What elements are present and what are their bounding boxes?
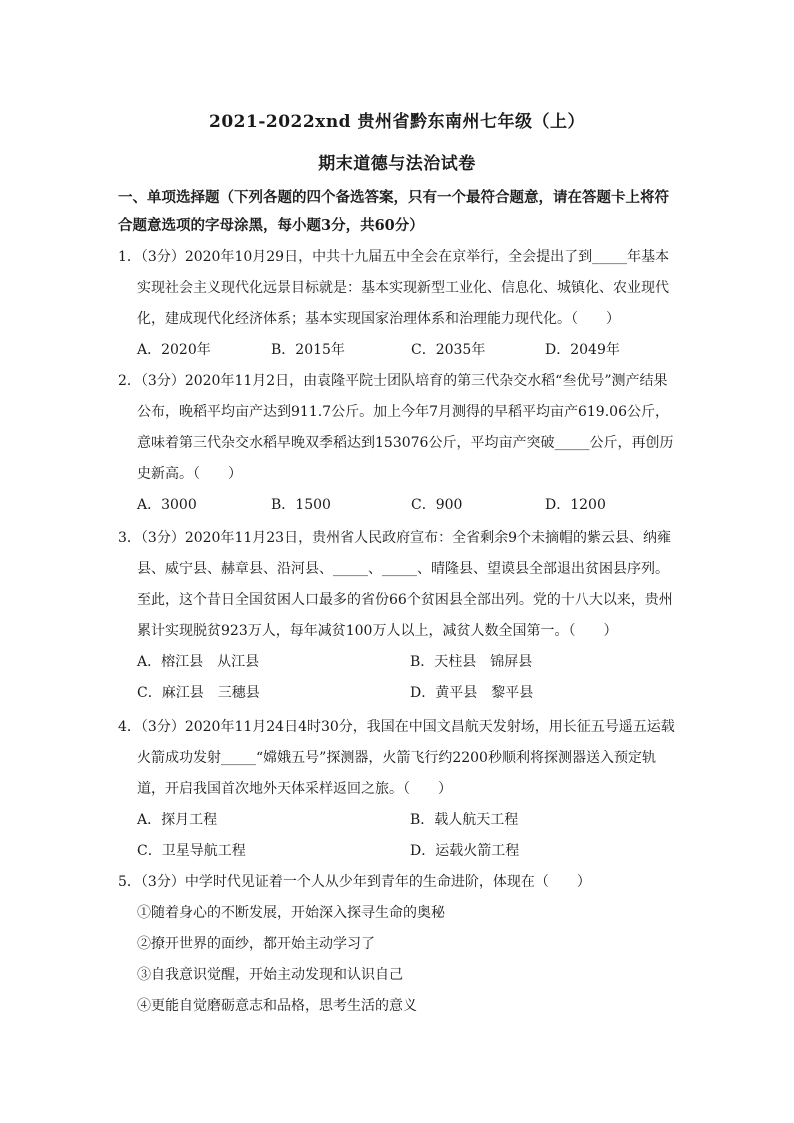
question-2: [118, 366, 678, 521]
statement-2: ②撩开世界的面纱，都开始主动学习了: [137, 936, 375, 952]
option-b: B．天柱县 锦屏县: [410, 654, 533, 670]
option-row: [137, 490, 678, 521]
option-d: D．2049年: [545, 342, 620, 358]
question-5: [118, 867, 678, 1022]
option-c: C．卫星导航工程: [137, 843, 246, 859]
question-stem: 1．（3分）2020年10月29日，中共十九届五中全会在京举行，全会提出了到_____年基本实现社会主义现代化远景目标就是：基本实现新型工业化、信息化、城镇化、农业现代化，建成现代化经济体系；基本实现国家治理体系和治理能力现代化。（ ）: [118, 249, 670, 327]
exam-title: 2021-2022xnd 贵州省黔东南州七年级（上）: [209, 112, 585, 132]
option-c: C．900: [411, 497, 463, 513]
option-a: A．榕江县 从江县: [137, 654, 260, 670]
question-stem: 2．（3分）2020年11月2日，由袁隆平院士团队培育的第三代杂交水稻“叁优号”测产结果公布，晚稻平均亩产达到911.7公斤。加上今年7月测得的早稻平均亩产619.06公斤，意味着第三代杂交水稻早晚双季稻达到153076公斤，平均亩产突破_____公斤，再创历史新高。（ ）: [118, 373, 674, 482]
option-row: [137, 678, 678, 709]
question-1: [118, 242, 678, 366]
exam-subtitle: 期末道德与法治试卷: [318, 154, 476, 174]
option-a: A．3000: [137, 497, 197, 513]
statement-4: ④更能自觉磨砺意志和品格，思考生活的意义: [137, 998, 417, 1014]
option-d: D．黄平县 黎平县: [410, 685, 534, 701]
option-c: C．麻江县 三穗县: [137, 685, 260, 701]
option-row: [137, 647, 678, 678]
statement-3: ③自我意识觉醒，开始主动发现和认识自己: [137, 967, 403, 983]
option-row: [137, 805, 678, 836]
option-c: C．2035年: [411, 342, 486, 358]
option-d: D．1200: [545, 497, 606, 513]
section-heading: 一、单项选择题（下列各题的四个备选答案，只有一个最符合题意，请在答题卡上将符合题意选项的字母涂黑，每小题3分，共60分）: [118, 189, 669, 234]
option-row: [137, 836, 678, 867]
option-b: B．载人航天工程: [410, 812, 519, 828]
option-b: B．1500: [271, 497, 331, 513]
statement-1: ①随着身心的不断发展，开始深入探寻生命的奥秘: [137, 905, 445, 921]
option-a: A．探月工程: [137, 812, 218, 828]
option-a: A．2020年: [137, 342, 211, 358]
option-d: D．运载火箭工程: [410, 843, 520, 859]
option-row: [137, 335, 678, 366]
question-4: [118, 712, 678, 867]
question-3: [118, 523, 678, 709]
question-stem: 5．（3分）中学时代见证着一个人从少年到青年的生命进阶，体现在（ ）: [118, 874, 591, 890]
question-stem: 3．（3分）2020年11月23日，贵州省人民政府宣布：全省剩余9个未摘帽的紫云县、纳雍县、威宁县、赫章县、沿河县、_____、_____、晴隆县、望谟县全部退出贫困县序列。至此，这个昔日全国贫困人口最多的省份66个贫困县全部出列。党的十八大以来，贵州累计实现脱贫923万人，每年减贫100万人以上，减贫人数全国第一。（ ）: [118, 530, 673, 639]
option-b: B．2015年: [271, 342, 345, 358]
question-stem: 4．（3分）2020年11月24日4时30分，我国在中国文昌航天发射场，用长征五号遥五运载火箭成功发射_____“嫦娥五号”探测器，火箭飞行约2200秒顺利将探测器送入预定轨道，开启我国首次地外天体采样返回之旅。（ ）: [118, 719, 675, 797]
